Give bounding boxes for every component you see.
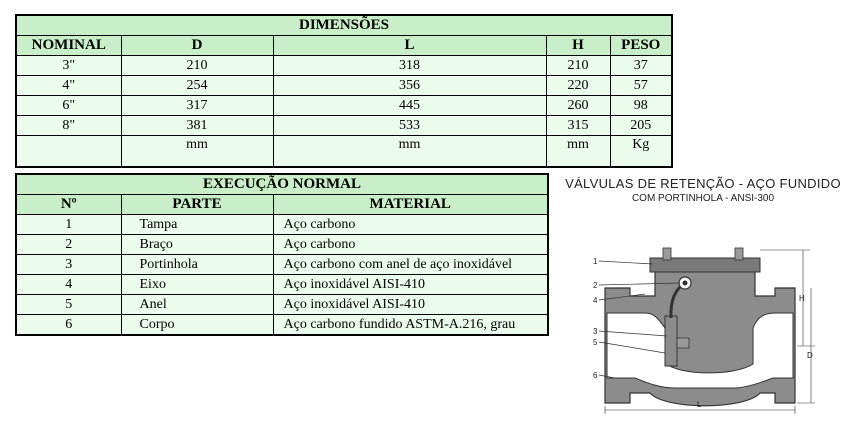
cell-h: 220 (546, 76, 610, 96)
cell-number: 1 (16, 215, 121, 235)
check-valve-diagram (585, 238, 825, 418)
col-header-material: MATERIAL (273, 195, 548, 215)
col-header-peso: PESO (610, 36, 672, 56)
table-row (16, 56, 672, 76)
col-header-nominal: NOMINAL (16, 36, 121, 56)
execution-table (15, 173, 549, 336)
diagram-title: VÁLVULAS DE RETENÇÃO - AÇO FUNDIDO (565, 176, 841, 191)
cell-material: Aço carbono (273, 235, 548, 255)
table-row (16, 275, 548, 295)
hinge-pin-center (683, 281, 688, 286)
dim-label-h: H (799, 294, 805, 303)
part-label-2: 2 (593, 281, 598, 290)
table-row (16, 255, 548, 275)
col-header-l: L (273, 36, 546, 56)
cell-h: 315 (546, 116, 610, 136)
cell-material: Aço carbono (273, 215, 548, 235)
table-row (16, 235, 548, 255)
unit-l: mm (273, 136, 546, 168)
dimensions-table (15, 14, 673, 168)
unit-peso: Kg (610, 136, 672, 168)
cell-material: Aço inoxidável AISI-410 (273, 295, 548, 315)
col-header-h: H (546, 36, 610, 56)
cell-nominal: 4" (16, 76, 121, 96)
cell-nominal: 6" (16, 96, 121, 116)
col-header-number: Nº (16, 195, 121, 215)
table-row (16, 116, 672, 136)
cell-number: 3 (16, 255, 121, 275)
part-label-4: 4 (593, 296, 598, 305)
bolt-left (663, 248, 671, 260)
cell-l: 356 (273, 76, 546, 96)
cell-number: 5 (16, 295, 121, 315)
col-header-parte: PARTE (121, 195, 273, 215)
part-label-6: 6 (593, 371, 598, 380)
cell-nominal: 3" (16, 56, 121, 76)
table-row (16, 76, 672, 96)
cell-peso: 205 (610, 116, 672, 136)
cell-parte: Anel (121, 295, 273, 315)
part-label-3: 3 (593, 327, 598, 336)
part-label-5: 5 (593, 338, 598, 347)
cell-number: 4 (16, 275, 121, 295)
table-row (16, 96, 672, 116)
cell-d: 317 (121, 96, 273, 116)
cell-material: Aço inoxidável AISI-410 (273, 275, 548, 295)
cell-number: 2 (16, 235, 121, 255)
table-row (16, 315, 548, 336)
cell-d: 254 (121, 76, 273, 96)
col-header-d: D (121, 36, 273, 56)
cell-material: Aço carbono com anel de aço inoxidável (273, 255, 548, 275)
cell-d: 210 (121, 56, 273, 76)
cell-peso: 98 (610, 96, 672, 116)
cell-nominal: 8" (16, 116, 121, 136)
dim-label-l: L (697, 400, 702, 409)
cell-d: 381 (121, 116, 273, 136)
table-row (16, 295, 548, 315)
unit-nominal (16, 136, 121, 168)
cell-l: 318 (273, 56, 546, 76)
diagram-subtitle: COM PORTINHOLA - ANSI-300 (631, 193, 775, 204)
bolt-right (735, 248, 743, 260)
cell-h: 260 (546, 96, 610, 116)
part-label-1: 1 (593, 257, 598, 266)
cell-l: 533 (273, 116, 546, 136)
cell-parte: Braço (121, 235, 273, 255)
cell-parte: Tampa (121, 215, 273, 235)
cell-peso: 57 (610, 76, 672, 96)
cell-number: 6 (16, 315, 121, 336)
units-row (16, 136, 672, 168)
cell-parte: Portinhola (121, 255, 273, 275)
swing-disc (665, 316, 677, 366)
cell-h: 210 (546, 56, 610, 76)
unit-d: mm (121, 136, 273, 168)
dim-label-d: D (807, 351, 813, 360)
cell-peso: 37 (610, 56, 672, 76)
unit-h: mm (546, 136, 610, 168)
execution-title: EXECUÇÃO NORMAL (16, 174, 548, 195)
table-row (16, 215, 548, 235)
cell-parte: Eixo (121, 275, 273, 295)
dimensions-title: DIMENSÕES (16, 15, 672, 36)
cell-parte: Corpo (121, 315, 273, 336)
cell-l: 445 (273, 96, 546, 116)
cell-material: Aço carbono fundido ASTM-A.216, grau (273, 315, 548, 336)
disc-nut (677, 338, 689, 348)
